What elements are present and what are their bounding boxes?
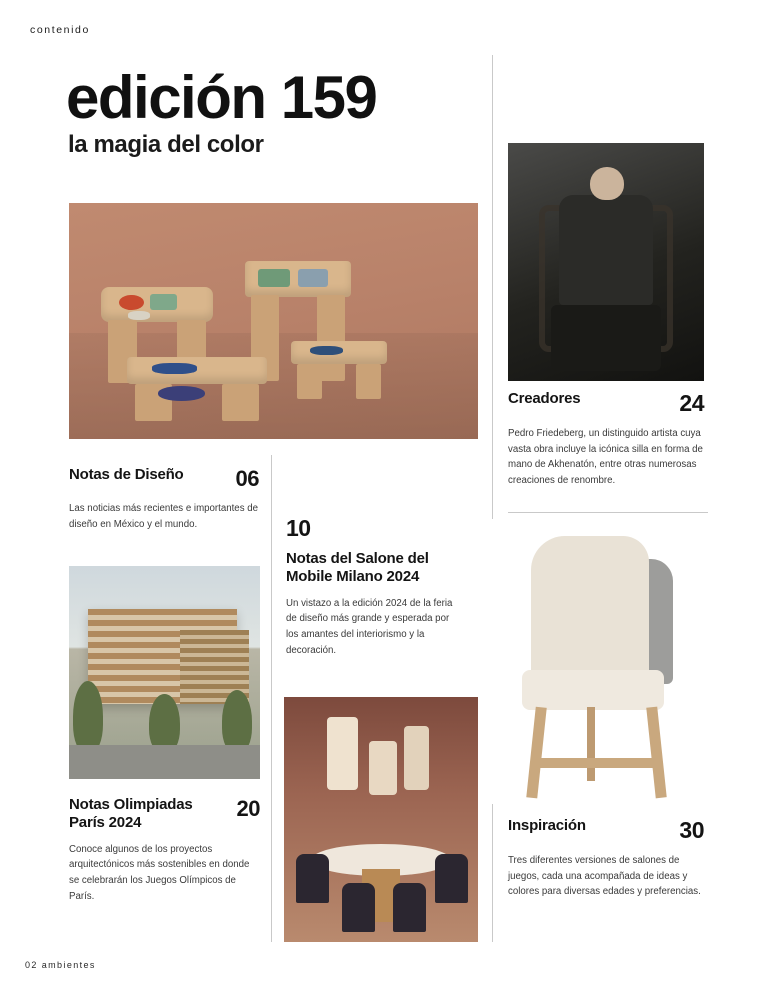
architecture-render-image [69, 566, 260, 779]
armchair-leg [646, 707, 666, 799]
interior-pendant-lamp [327, 717, 358, 791]
entry-notas-diseno[interactable] [69, 466, 259, 532]
armchair-rail [531, 758, 660, 768]
entry-notas-olimpiadas[interactable] [69, 796, 260, 904]
portrait-image-designer [508, 143, 704, 381]
entry-description: Tres diferentes versiones de salones de juegos, cada una acompañada de ideas y colores para diversas edades y preferencias. [508, 855, 701, 898]
entry-inspiracion[interactable] [508, 817, 704, 900]
entry-title: Inspiración [508, 817, 586, 834]
armchair-product-image [492, 519, 707, 804]
entry-page-number: 10 [286, 515, 311, 541]
hero-stool [291, 341, 387, 399]
interior-chair [342, 883, 375, 932]
hero-image-colorful-tables [69, 203, 478, 439]
entry-creadores[interactable] [508, 390, 704, 489]
entry-description: Pedro Friedeberg, un distinguido artista cuya vasta obra incluye la icónica silla en forma de mano de Akhenatón, entre otras numerosas creaciones de renombre. [508, 428, 703, 487]
entry-title: Notas de Diseño [69, 466, 184, 483]
entry-page-number: 06 [235, 466, 259, 491]
hero-bench [127, 357, 267, 421]
armchair-leg [587, 707, 596, 781]
interior-chair [435, 854, 468, 903]
portrait-head [590, 167, 623, 200]
entry-title: Notas Olimpiadas París 2024 [69, 796, 193, 832]
vertical-divider-right [492, 55, 493, 942]
portrait-legs [551, 305, 661, 372]
arch-tree [73, 681, 104, 753]
portrait-body [559, 195, 653, 304]
armchair-backrest [531, 536, 649, 684]
interior-chair [393, 883, 426, 932]
interior-pendant-lamp [369, 741, 396, 795]
entry-description: Un vistazo a la edición 2024 de la feria de diseño más grande y esperada por los amantes del interiorismo y la decoración. [286, 597, 453, 656]
armchair-leg [526, 707, 546, 799]
page-kicker: contenido [30, 24, 90, 36]
interior-chair [296, 854, 329, 903]
entry-page-number: 30 [679, 817, 704, 843]
vertical-divider-left [271, 455, 272, 942]
armchair-seat [522, 670, 664, 710]
entry-page-number: 24 [679, 390, 704, 416]
horizontal-divider-right [508, 512, 708, 513]
interior-pendant-lamp [404, 726, 429, 790]
page-subtitle: la magia del color [68, 131, 264, 158]
entry-title: Notas del Salone del Mobile Milano 2024 [286, 550, 429, 586]
arch-street [69, 745, 260, 779]
arch-tree [222, 690, 253, 754]
entry-title: Creadores [508, 390, 581, 407]
page-title: edición 159 [66, 64, 377, 131]
entry-description: Las noticias más recientes e importantes de diseño en México y el mundo. [69, 503, 259, 530]
entry-description: Conoce algunos de los proyectos arquitectónicos más sostenibles en donde se celebrarán los Juegos Olímpicos de París. [69, 843, 250, 902]
interior-dining-image [284, 697, 478, 942]
entry-salone-del-mobile[interactable] [286, 515, 462, 658]
page-footer: 02 ambientes [25, 960, 96, 970]
entry-page-number: 20 [236, 796, 260, 821]
